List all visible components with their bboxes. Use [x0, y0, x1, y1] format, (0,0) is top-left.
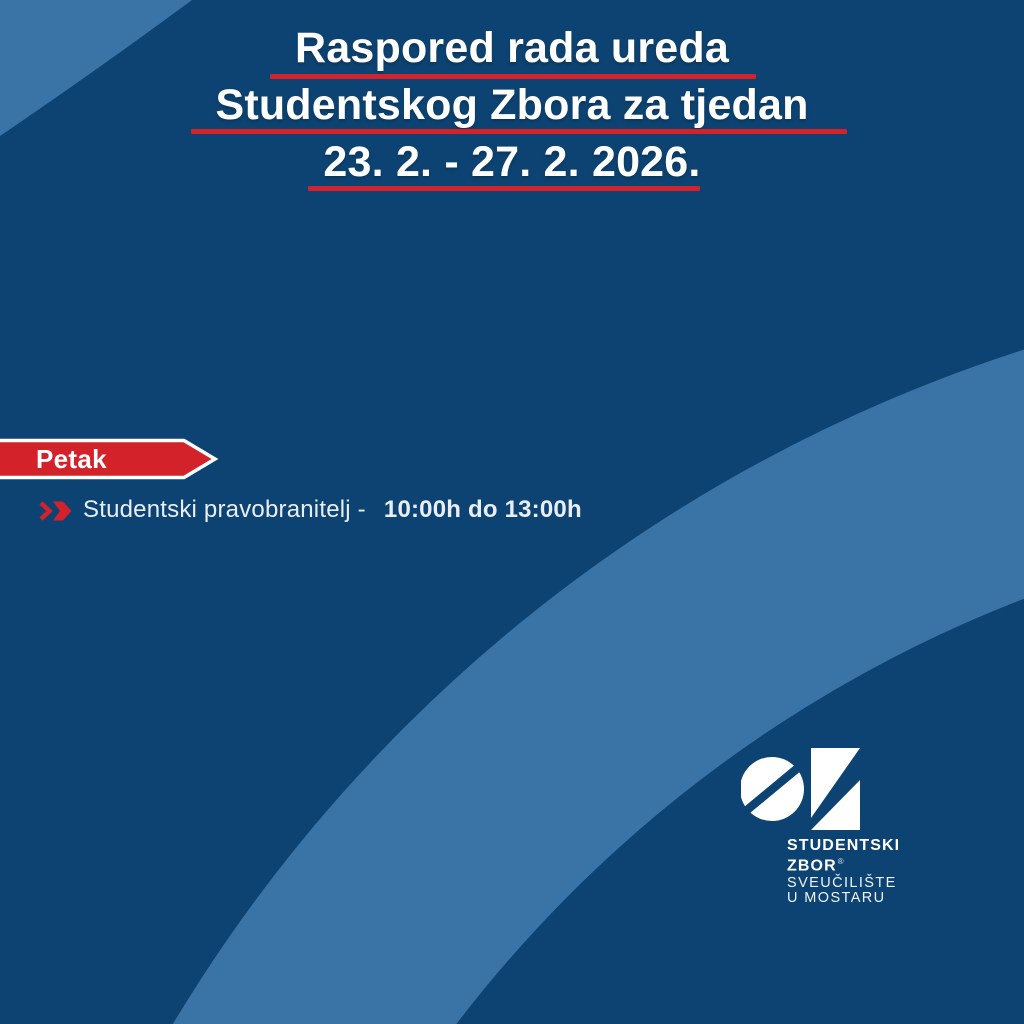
title-line-2: Studentskog Zbora za tjedan	[215, 81, 809, 129]
schedule-entry-row	[38, 496, 582, 524]
entry-time: 10:00h do 13:00h	[383, 496, 582, 523]
registered-mark: ®	[837, 856, 845, 866]
day-banner-label: Petak	[36, 443, 107, 474]
logo-text-block	[787, 838, 900, 906]
logo-sveuciliste: SVEUČILIŠTE	[787, 875, 897, 892]
logo-u-mostaru: U MOSTARU	[787, 890, 886, 907]
day-banner	[0, 438, 230, 480]
studentski-zbor-logo	[741, 746, 951, 916]
logo-zbor	[787, 854, 900, 874]
title-underline-2	[191, 129, 847, 134]
day-banner-ribbon	[0, 438, 226, 480]
title-underline-1	[270, 74, 756, 79]
entry-label: Studentski pravobranitelj -	[83, 496, 366, 523]
diagonal-band-shape	[71, 394, 1024, 1024]
sz-logo-mark	[741, 746, 863, 832]
title-line-1: Raspored rada ureda	[295, 24, 729, 72]
logo-studentski: STUDENTSKI	[787, 837, 901, 854]
logo-zbor-text: ZBOR	[787, 856, 837, 874]
double-arrow-icon	[38, 500, 72, 522]
title-line-3: 23. 2. - 27. 2. 2026.	[323, 138, 701, 186]
title-underline-3	[308, 186, 700, 191]
